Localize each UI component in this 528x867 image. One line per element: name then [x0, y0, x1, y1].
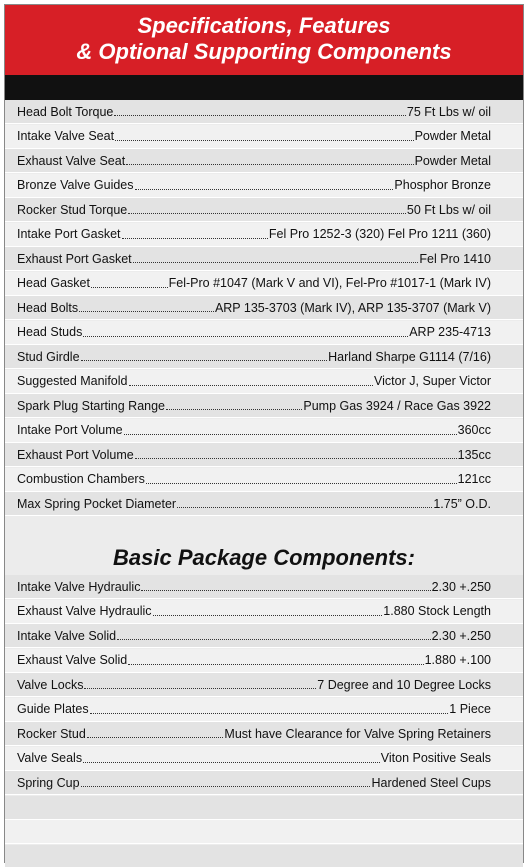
spec-label: Spring Cup [17, 775, 80, 790]
spec-value: 1.880 Stock Length [383, 604, 491, 618]
spec-value: Powder Metal [414, 129, 491, 143]
spec-label: Exhaust Valve Hydraulic [17, 604, 152, 618]
spec-row [5, 624, 523, 648]
dot-leader [129, 385, 374, 386]
spec-label: Valve Seals [17, 751, 83, 765]
dot-leader [83, 336, 408, 337]
spec-row [5, 370, 523, 394]
spec-label: Guide Plates [17, 702, 89, 716]
spec-label: Head Studs [17, 325, 83, 339]
spec-row [5, 468, 523, 492]
spec-value: Powder Metal [414, 153, 491, 168]
dot-leader [87, 737, 224, 738]
spec-label: Head Gasket [17, 276, 90, 290]
blank-row [5, 845, 523, 867]
dot-leader [141, 590, 430, 591]
section-header [5, 5, 523, 75]
spec-row [5, 600, 523, 624]
spec-value: 121cc [457, 472, 491, 486]
spec-row [5, 394, 523, 418]
spec-row [5, 223, 523, 247]
header-title-line-2: & Optional Supporting Components [76, 39, 452, 64]
spec-value: 1 Piece [449, 702, 491, 716]
spec-label: Intake Valve Hydraulic [17, 579, 141, 594]
dot-leader [128, 664, 423, 665]
dot-leader [146, 483, 457, 484]
spec-row [5, 575, 523, 599]
spec-row [5, 198, 523, 222]
spec-value: 75 Ft Lbs w/ oil [406, 104, 491, 119]
spec-value: Phosphor Bronze [394, 178, 491, 192]
dot-leader [128, 213, 406, 214]
dot-leader [83, 762, 380, 763]
header-divider-bar [5, 75, 523, 100]
dot-leader [124, 434, 457, 435]
spec-label: Valve Locks [17, 677, 84, 692]
spec-value: ARP 235-4713 [409, 325, 491, 339]
spec-label: Intake Port Volume [17, 423, 123, 437]
spec-row [5, 247, 523, 271]
dot-leader [166, 409, 302, 410]
spec-label: Intake Valve Solid [17, 628, 117, 643]
blank-row [5, 517, 523, 541]
dot-leader [135, 189, 394, 190]
spec-label: Exhaust Port Volume [17, 447, 134, 462]
dot-leader [126, 164, 413, 165]
dot-leader [91, 287, 168, 288]
spec-value: 50 Ft Lbs w/ oil [406, 202, 491, 217]
spec-value: Hardened Steel Cups [371, 775, 491, 790]
spec-value: Victor J, Super Victor [374, 374, 491, 388]
spec-value: 135cc [457, 447, 491, 462]
spec-value: 1.75” O.D. [433, 496, 491, 511]
spec-row [5, 649, 523, 673]
spec-value: 360cc [457, 423, 491, 437]
dot-leader [122, 238, 268, 239]
dot-leader [79, 311, 214, 312]
dot-leader [115, 140, 414, 141]
spec-value: Viton Positive Seals [380, 751, 491, 765]
blank-row [5, 796, 523, 820]
spec-label: Spark Plug Starting Range [17, 398, 166, 413]
dot-leader [84, 688, 316, 689]
spec-value: Fel Pro 1410 [419, 251, 491, 266]
spec-value: 7 Degree and 10 Degree Locks [317, 677, 491, 692]
spec-value: Harland Sharpe G1114 (7/16) [328, 349, 491, 364]
spec-row [5, 174, 523, 198]
spec-label: Rocker Stud Torque [17, 202, 128, 217]
spec-value: Must have Clearance for Valve Spring Retainers [224, 726, 491, 741]
spec-label: Max Spring Pocket Diameter [17, 496, 177, 511]
spec-label: Head Bolts [17, 300, 79, 315]
spec-table-frame [4, 4, 524, 863]
dot-leader [133, 262, 419, 263]
spec-row [5, 722, 523, 746]
dot-leader [90, 713, 449, 714]
spec-value: Pump Gas 3924 / Race Gas 3922 [303, 398, 491, 413]
spec-value: ARP 135-3703 (Mark IV), ARP 135-3707 (Mark V) [214, 300, 491, 315]
spec-value: 2.30 +.250 [431, 628, 491, 643]
spec-label: Bronze Valve Guides [17, 178, 134, 192]
spec-label: Stud Girdle [17, 349, 80, 364]
dot-leader [114, 115, 406, 116]
spec-label: Rocker Stud [17, 726, 86, 741]
spec-row [5, 443, 523, 467]
spec-label: Intake Valve Seat [17, 129, 115, 143]
spec-label: Intake Port Gasket [17, 227, 121, 241]
spec-row [5, 125, 523, 149]
dot-leader [135, 458, 457, 459]
spec-row [5, 492, 523, 516]
spec-label: Combustion Chambers [17, 472, 145, 486]
header-title-line-1: Specifications, Features [137, 13, 391, 38]
dot-leader [81, 360, 328, 361]
spec-row [5, 149, 523, 173]
spec-row [5, 345, 523, 369]
spec-row [5, 419, 523, 443]
spec-row [5, 771, 523, 795]
blank-row [5, 820, 523, 844]
dot-leader [117, 639, 430, 640]
dot-leader [153, 615, 383, 616]
dot-leader [177, 507, 432, 508]
spec-label: Suggested Manifold [17, 374, 128, 388]
package-title: Basic Package Components: [5, 542, 523, 574]
spec-label: Exhaust Port Gasket [17, 251, 132, 266]
spec-value: 2.30 +.250 [431, 579, 491, 594]
spec-row [5, 321, 523, 345]
dot-leader [81, 786, 371, 787]
spec-row [5, 296, 523, 320]
spec-label: Exhaust Valve Solid [17, 653, 128, 667]
spec-row [5, 698, 523, 722]
spec-row [5, 747, 523, 771]
spec-label: Head Bolt Torque [17, 104, 114, 119]
spec-value: 1.880 +.100 [424, 653, 491, 667]
spec-row [5, 673, 523, 697]
spec-value: Fel-Pro #1047 (Mark V and VI), Fel-Pro #1017-1 (Mark IV) [168, 276, 491, 290]
spec-row [5, 100, 523, 124]
spec-value: Fel Pro 1252-3 (320) Fel Pro 1211 (360) [268, 227, 491, 241]
spec-label: Exhaust Valve Seat [17, 153, 126, 168]
spec-row [5, 272, 523, 296]
